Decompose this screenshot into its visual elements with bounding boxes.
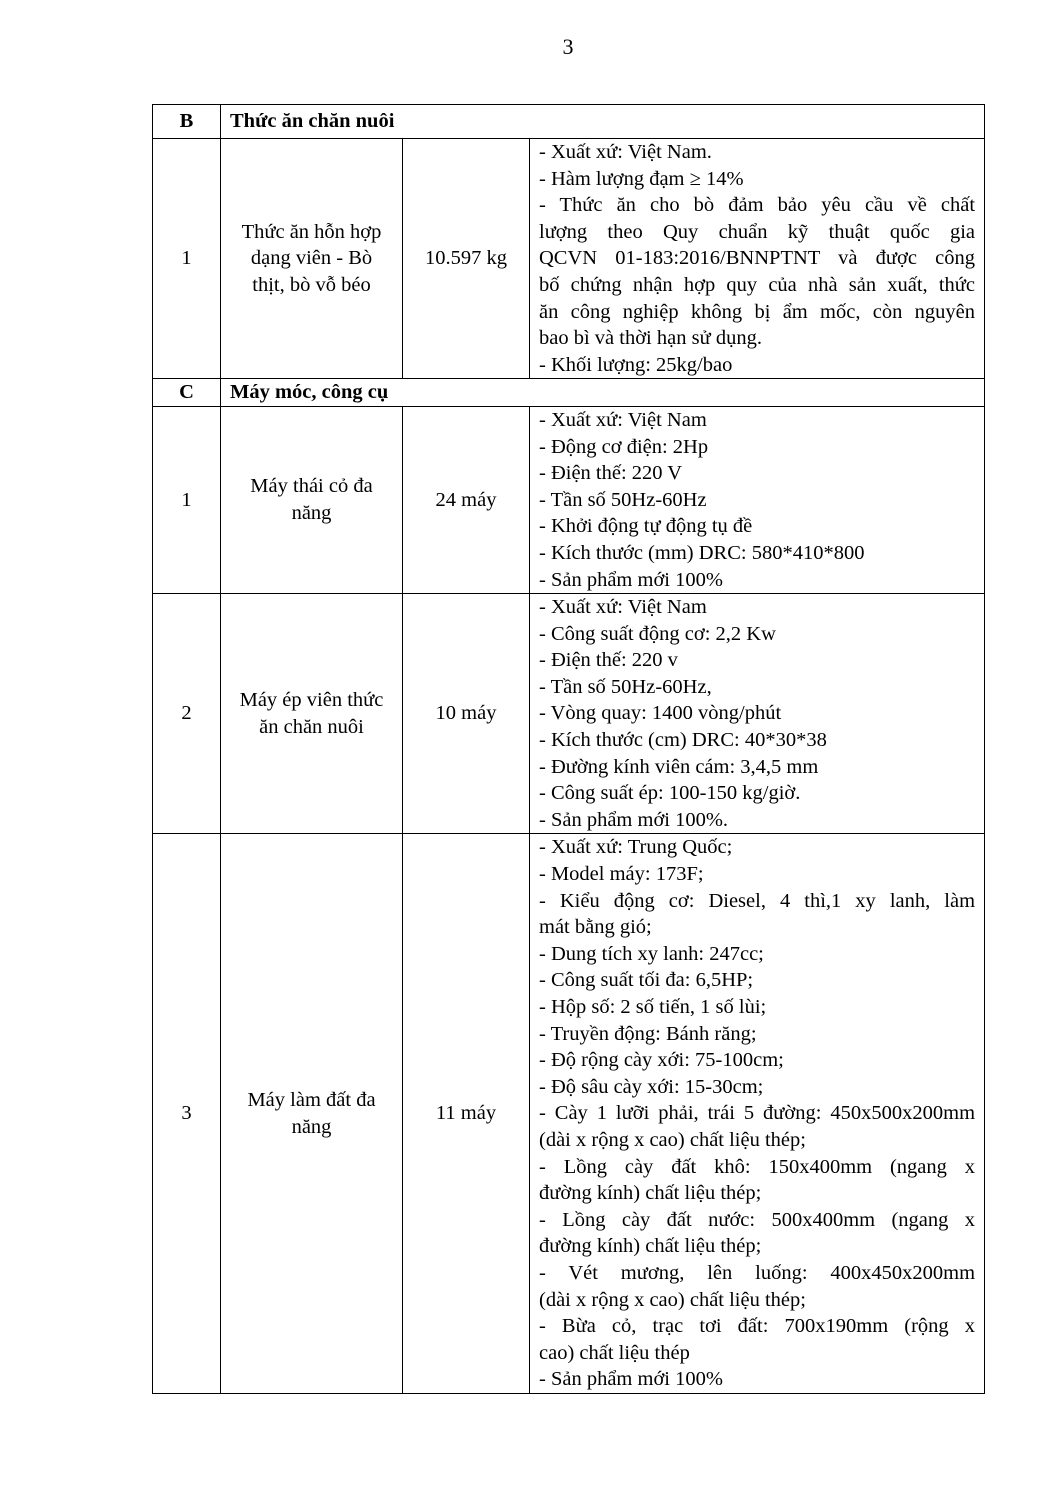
spec-line: - Sản phẩm mới 100%. xyxy=(539,808,729,831)
spec-line: - Công suất ép: 100-150 kg/giờ. xyxy=(539,782,801,805)
item-index: 1 xyxy=(153,139,221,379)
item-name-line: Thức ăn hỗn hợp xyxy=(241,220,382,243)
item-name-line: dạng viên - Bò xyxy=(250,247,373,270)
spec-line: - Xuất xứ: Việt Nam xyxy=(539,408,707,431)
spec-line: - Xuất xứ: Việt Nam xyxy=(539,596,707,619)
item-quantity: 10.597 kg xyxy=(403,139,530,379)
item-name xyxy=(221,139,403,379)
spec-line: - Động cơ điện: 2Hp xyxy=(539,435,709,458)
spec-line: - Lồng cày đất nước: 500x400mm (ngang x xyxy=(539,1208,976,1231)
item-name-line: năng xyxy=(291,1115,332,1138)
spec-line: - Xuất xứ: Trung Quốc; xyxy=(539,836,733,859)
item-name-line: thịt, bò vỗ béo xyxy=(252,273,371,296)
spec-line: - Bừa cỏ, trạc tơi đất: 700x190mm (rộng x xyxy=(539,1315,976,1338)
spec-line: - Xuất xứ: Việt Nam. xyxy=(539,141,712,163)
section-title: Máy móc, công cụ xyxy=(221,379,985,407)
spec-line: - Khối lượng: 25kg/bao xyxy=(539,353,733,376)
spec-line: - Thức ăn cho bò đảm bảo yêu cầu về chất xyxy=(539,194,976,217)
spec-line: QCVN 01-183:2016/BNNPTNT và được công xyxy=(539,247,976,270)
spec-line: - Hộp số: 2 số tiến, 1 số lùi; xyxy=(539,996,767,1018)
spec-line: - Sản phẩm mới 100% xyxy=(539,568,723,591)
section-code: C xyxy=(153,379,221,407)
spec-line: - Sản phẩm mới 100% xyxy=(539,1368,723,1391)
spec-line: - Tần số 50Hz-60Hz, xyxy=(539,675,712,698)
spec-line: (dài x rộng x cao) chất liệu thép; xyxy=(539,1128,806,1151)
table-row xyxy=(153,406,985,593)
item-quantity: 11 máy xyxy=(403,834,530,1393)
spec-line: - Đường kính viên cám: 3,4,5 mm xyxy=(539,755,819,778)
item-index: 3 xyxy=(153,834,221,1393)
item-name-line: Máy thái cỏ đa xyxy=(250,475,373,498)
spec-line: ăn công nghiệp không bị ẩm mốc, còn nguyên xyxy=(539,300,976,323)
spec-line: - Truyền động: Bánh răng; xyxy=(539,1022,757,1045)
item-name xyxy=(221,594,403,834)
item-index: 2 xyxy=(153,594,221,834)
table-row xyxy=(153,139,985,379)
section-code: B xyxy=(153,105,221,139)
item-index: 1 xyxy=(153,406,221,593)
item-name-line: Máy làm đất đa xyxy=(247,1089,376,1112)
item-name-line: ăn chăn nuôi xyxy=(259,715,364,738)
spec-line: - Cày 1 lưỡi phải, trái 5 đường: 450x500x200mm xyxy=(539,1102,976,1125)
equipment-spec-table xyxy=(152,104,985,1394)
item-specification xyxy=(530,594,985,834)
table-row xyxy=(153,834,985,1393)
item-specification xyxy=(530,406,985,593)
spec-line: - Điện thế: 220 V xyxy=(539,462,683,485)
table-body xyxy=(153,105,985,1394)
spec-line: đường kính) chất liệu thép; xyxy=(539,1182,762,1205)
item-quantity: 24 máy xyxy=(403,406,530,593)
spec-line: lượng theo Quy chuẩn kỹ thuật quốc gia xyxy=(539,220,976,243)
item-specification xyxy=(530,834,985,1393)
section-header-row xyxy=(153,379,985,407)
spec-line: - Công suất tối đa: 6,5HP; xyxy=(539,969,754,992)
item-quantity: 10 máy xyxy=(403,594,530,834)
spec-line: bao bì và thời hạn sử dụng. xyxy=(539,327,762,350)
spec-line: - Độ rộng cày xới: 75-100cm; xyxy=(539,1049,784,1072)
item-name-line: năng xyxy=(291,502,332,525)
spec-line: (dài x rộng x cao) chất liệu thép; xyxy=(539,1288,806,1311)
spec-line: - Model máy: 173F; xyxy=(539,863,704,886)
spec-line: - Dung tích xy lanh: 247cc; xyxy=(539,942,764,965)
spec-line: cao) chất liệu thép xyxy=(539,1341,690,1364)
item-name-line: Máy ép viên thức xyxy=(239,689,384,712)
spec-line: - Vét mương, lên luống: 400x450x200mm xyxy=(539,1261,976,1284)
section-title: Thức ăn chăn nuôi xyxy=(221,105,985,139)
item-name xyxy=(221,406,403,593)
spec-line: bố chứng nhận hợp quy của nhà sản xuất, thức xyxy=(539,273,976,296)
spec-line: - Công suất động cơ: 2,2 Kw xyxy=(539,622,776,645)
spec-line: - Vòng quay: 1400 vòng/phút xyxy=(539,702,782,725)
section-header-row xyxy=(153,105,985,139)
spec-line: - Hàm lượng đạm ≥ 14% xyxy=(539,167,744,190)
spec-line: mát bằng gió; xyxy=(539,916,652,939)
spec-line: - Kích thước (mm) DRC: 580*410*800 xyxy=(539,541,865,564)
spec-line: - Kiểu động cơ: Diesel, 4 thì,1 xy lanh, làm xyxy=(539,889,976,912)
spec-line: - Điện thế: 220 v xyxy=(539,649,678,672)
spec-line: - Khởi động tự động tụ đề xyxy=(539,515,753,538)
table-row xyxy=(153,594,985,834)
spec-line: - Tần số 50Hz-60Hz xyxy=(539,488,707,511)
spec-line: - Độ sâu cày xới: 15-30cm; xyxy=(539,1075,764,1098)
spec-line: - Lồng cày đất khô: 150x400mm (ngang x xyxy=(539,1155,976,1178)
spec-line: đường kính) chất liệu thép; xyxy=(539,1235,762,1258)
item-name xyxy=(221,834,403,1393)
spec-line: - Kích thước (cm) DRC: 40*30*38 xyxy=(539,729,827,752)
item-specification xyxy=(530,139,985,379)
page-number: 3 xyxy=(562,34,574,59)
